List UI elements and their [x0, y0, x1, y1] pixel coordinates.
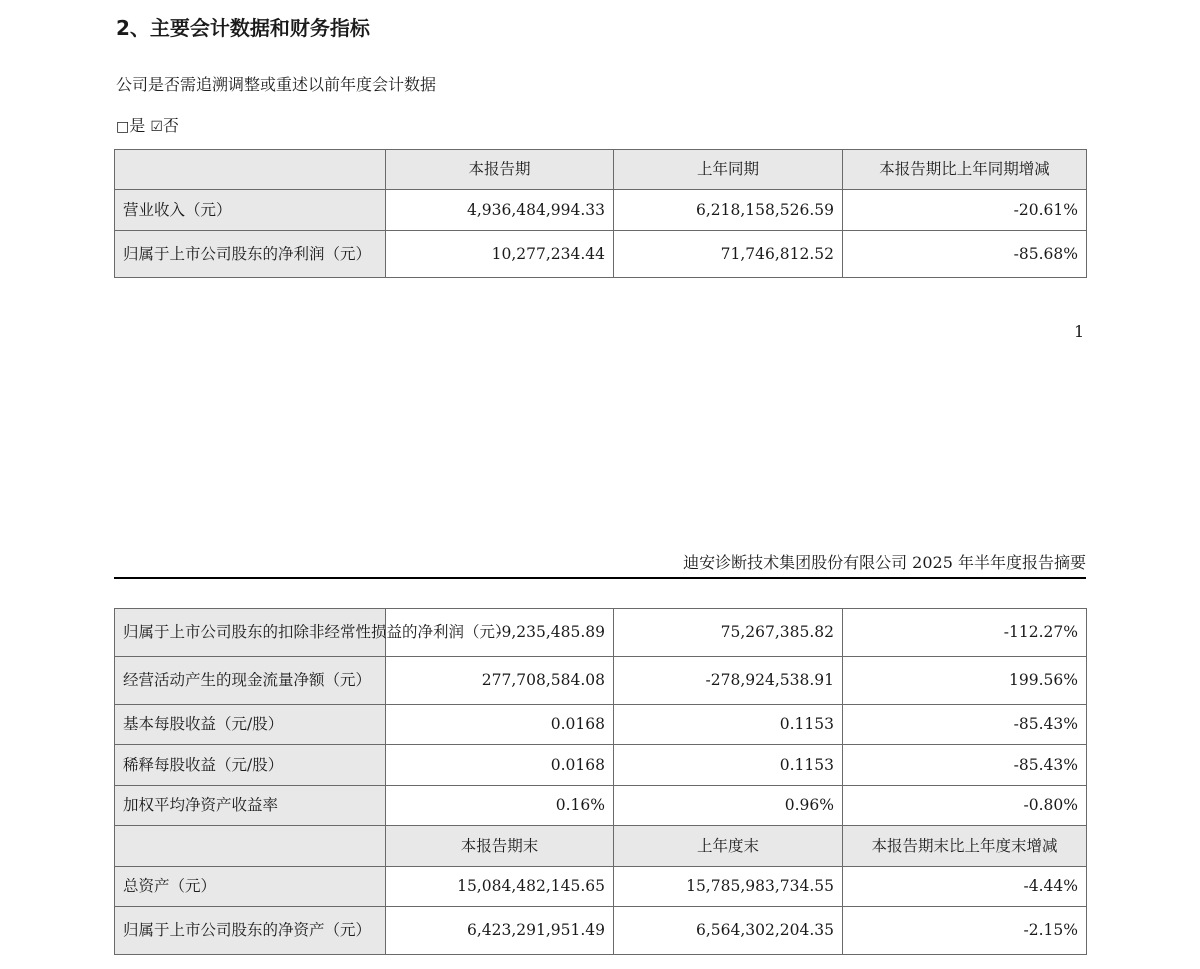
table-row [115, 786, 1087, 826]
header-period-end: 本报告期末 [386, 826, 614, 867]
header-blank [115, 150, 386, 190]
prior-value: 71,746,812.52 [614, 231, 843, 278]
row-label: 基本每股收益（元/股） [115, 705, 386, 745]
change-value: -20.61% [843, 190, 1087, 231]
current-value: 277,708,584.08 [386, 657, 614, 705]
row-label: 总资产（元） [115, 867, 386, 907]
current-value: -9,235,485.89 [386, 609, 614, 657]
current-value: 6,423,291,951.49 [386, 907, 614, 955]
table-row [115, 657, 1087, 705]
no-checkbox-checked: ☑ [150, 119, 163, 135]
change-value: -85.43% [843, 745, 1087, 786]
prior-value: 6,564,302,204.35 [614, 907, 843, 955]
prior-value: 0.1153 [614, 745, 843, 786]
prior-value: 15,785,983,734.55 [614, 867, 843, 907]
header-change: 本报告期比上年同期增减 [843, 150, 1087, 190]
page-number: 1 [1074, 322, 1085, 341]
current-value: 0.16% [386, 786, 614, 826]
change-value: -4.44% [843, 867, 1087, 907]
restatement-question: 公司是否需追溯调整或重述以前年度会计数据 [116, 75, 437, 94]
row-label: 归属于上市公司股东的扣除非经常性损益的净利润（元） [115, 609, 386, 657]
section-title: 2、主要会计数据和财务指标 [116, 16, 370, 40]
header-change-year-end: 本报告期末比上年度末增减 [843, 826, 1087, 867]
change-value: -85.43% [843, 705, 1087, 745]
row-label: 归属于上市公司股东的净利润（元） [115, 231, 386, 278]
current-value: 15,084,482,145.65 [386, 867, 614, 907]
prior-value: 6,218,158,526.59 [614, 190, 843, 231]
row-label: 经营活动产生的现金流量净额（元） [115, 657, 386, 705]
current-value: 4,936,484,994.33 [386, 190, 614, 231]
prior-value: 0.1153 [614, 705, 843, 745]
change-value: 199.56% [843, 657, 1087, 705]
table-header-row [115, 826, 1087, 867]
current-value: 0.0168 [386, 745, 614, 786]
change-value: -85.68% [843, 231, 1087, 278]
header-prior-period: 上年同期 [614, 150, 843, 190]
header-rule [114, 577, 1086, 579]
table-row [115, 705, 1087, 745]
header-blank [115, 826, 386, 867]
financial-table-part2 [114, 608, 1087, 955]
table-header-row [115, 150, 1087, 190]
restatement-options [116, 113, 179, 136]
table-row [115, 231, 1087, 278]
prior-value: 75,267,385.82 [614, 609, 843, 657]
prior-value: -278,924,538.91 [614, 657, 843, 705]
table-row [115, 609, 1087, 657]
running-header: 迪安诊断技术集团股份有限公司 2025 年半年度报告摘要 [683, 553, 1086, 572]
table-row [115, 745, 1087, 786]
table-row [115, 907, 1087, 955]
yes-checkbox: □ [116, 119, 130, 135]
row-label: 归属于上市公司股东的净资产（元） [115, 907, 386, 955]
header-prior-year-end: 上年度末 [614, 826, 843, 867]
financial-table-part1 [114, 149, 1087, 278]
table-row [115, 867, 1087, 907]
row-label: 加权平均净资产收益率 [115, 786, 386, 826]
table-row [115, 190, 1087, 231]
change-value: -0.80% [843, 786, 1087, 826]
yes-label: 是 [129, 116, 146, 135]
change-value: -112.27% [843, 609, 1087, 657]
no-label: 否 [162, 116, 179, 135]
change-value: -2.15% [843, 907, 1087, 955]
row-label: 营业收入（元） [115, 190, 386, 231]
current-value: 10,277,234.44 [386, 231, 614, 278]
current-value: 0.0168 [386, 705, 614, 745]
header-current-period: 本报告期 [386, 150, 614, 190]
prior-value: 0.96% [614, 786, 843, 826]
row-label: 稀释每股收益（元/股） [115, 745, 386, 786]
